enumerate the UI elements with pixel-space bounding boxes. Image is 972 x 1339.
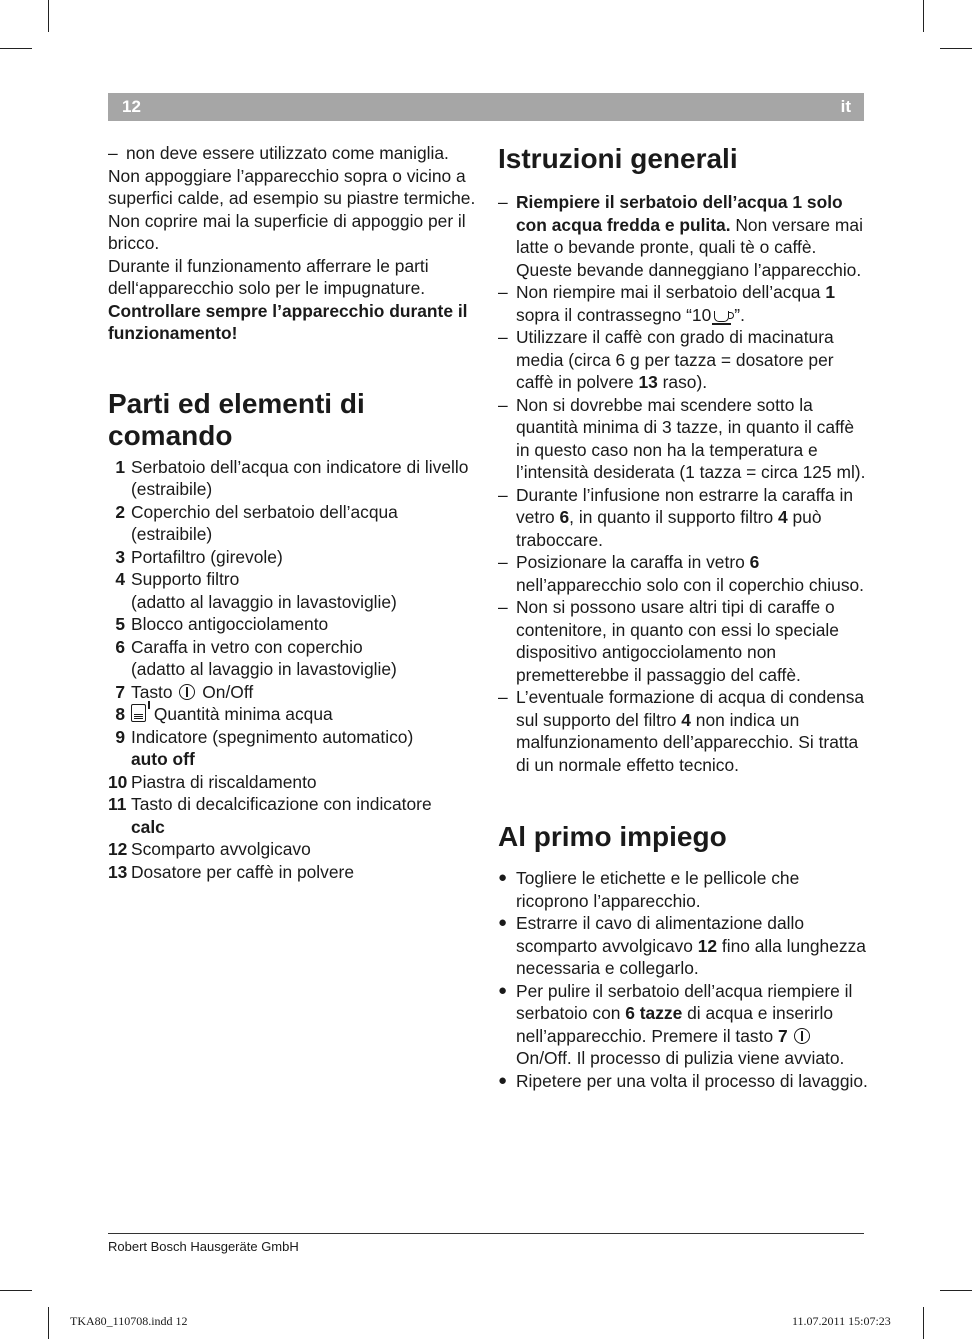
crop-mark <box>0 48 32 49</box>
power-icon <box>179 684 195 700</box>
list-item: – Non riempire mai il serbatoio dell’acqua 1 sopra il contrassegno “10 ”. <box>498 282 835 325</box>
crop-mark <box>0 1290 32 1291</box>
left-column <box>108 142 478 883</box>
list-item: 8 Quantità minima acqua <box>115 704 333 724</box>
list-item: 2 Coperchio del serbatoio dell’acqua (estraibile) <box>115 501 398 544</box>
list-item: ● Togliere le etichette e le pellicole che ricoprono l’apparecchio. <box>498 868 800 911</box>
bullet-icon: ● <box>498 1071 508 1089</box>
crop-mark <box>940 48 972 49</box>
list-item: 12 Scomparto avvolgicavo <box>108 839 311 859</box>
list-item: 4 Supporto filtro (adatto al lavaggio in lavastoviglie) <box>115 569 397 612</box>
list-item: 5 Blocco antigocciolamento <box>115 614 329 634</box>
list-item: ● Estrarre il cavo di alimentazione dallo scomparto avvolgicavo 12 fino alla lunghezza necessaria e collegarlo. <box>498 913 866 978</box>
footer-company: Robert Bosch Hausgeräte GmbH <box>108 1239 299 1254</box>
cup-icon <box>714 311 729 322</box>
section-heading-general: Istruzioni generali <box>498 143 738 174</box>
list-item: – Non si possono usare altri tipi di caraffe o contenitore, in quanto con essi lo speciale dispositivo antigocciolamento non premetterebbe il passaggio del caffè. <box>498 597 839 685</box>
intro-dash-text: non deve essere utilizzato come maniglia. <box>126 143 449 163</box>
list-item: – Posizionare la caraffa in vetro 6 nell’apparecchio solo con il coperchio chiuso. <box>498 552 865 595</box>
safety-paragraph: Durante il funzionamento afferrare le parti dell‘apparecchio solo per le impugnature. <box>108 255 429 298</box>
page-number: 12 <box>122 97 141 116</box>
section-heading-first-use: Al primo impiego <box>498 821 727 852</box>
water-level-icon <box>131 704 146 722</box>
list-item: 10 Piastra di riscaldamento <box>108 771 317 792</box>
list-item: – Non si dovrebbe mai scendere sotto la quantità minima di 3 tazze, in quanto il caffè in questo caso non ha la temperatura e l’intensità desiderata (1 tazza = circa 125 ml). <box>498 394 866 482</box>
crop-mark <box>48 1307 49 1339</box>
list-item: ● Per pulire il serbatoio dell’acqua riempiere il serbatoio con 6 tazze di acqua e inserirlo nell’apparecchio. Premere il tasto 7 On/Off. Il processo di pulizia viene avviato. <box>498 980 853 1068</box>
list-item: – Riempiere il serbatoio dell’acqua 1 solo con acqua fredda e pulita. Non versare mai latte o bevande pronte, quali tè o caffè. Queste bevande danneggiano l’apparecchio. <box>498 192 863 280</box>
power-icon <box>794 1028 810 1044</box>
crop-mark <box>923 1307 924 1339</box>
list-item: 9 Indicatore (spegnimento automatico) auto off <box>115 726 414 769</box>
intro-dash-line <box>108 142 478 165</box>
crop-mark <box>940 1290 972 1291</box>
bullet-icon: ● <box>498 914 508 931</box>
list-item: 3 Portafiltro (girevole) <box>115 546 283 567</box>
first-use-list <box>498 867 868 1092</box>
general-instructions-list <box>498 191 868 776</box>
safety-paragraph: Non appoggiare l’apparecchio sopra o vicino a superfici calde, ad esempio su piastre termiche. <box>108 165 476 208</box>
section-heading-parts: Parti ed elementi di comando <box>108 387 365 451</box>
bullet-icon: ● <box>498 981 508 999</box>
safety-paragraph: Non coprire mai la superficie di appoggio per il bricco. <box>108 210 466 253</box>
safety-warning: Controllare sempre l’apparecchio durante il funzionamento! <box>108 300 468 343</box>
right-column <box>498 142 868 1092</box>
list-item: – Utilizzare il caffè con grado di macinatura media (circa 6 g per tazza = dosatore per caffè in polvere 13 raso). <box>498 327 834 392</box>
list-item: 7 Tasto On/Off <box>115 681 254 702</box>
footer-divider <box>108 1233 864 1234</box>
list-item: 11 Tasto di decalcificazione con indicatore calc <box>108 794 432 837</box>
crop-mark <box>923 0 924 32</box>
list-item: ● Ripetere per una volta il processo di lavaggio. <box>498 1070 868 1091</box>
language-code: it <box>840 97 851 116</box>
dash-marker: – <box>108 143 118 163</box>
list-item: 6 Caraffa in vetro con coperchio (adatto al lavaggio in lavastoviglie) <box>115 636 397 679</box>
print-slug-file: TKA80_110708.indd 12 <box>70 1314 188 1328</box>
list-item: – L’eventuale formazione di acqua di condensa sul supporto del filtro 4 non indica un malfunzionamento dell’apparecchio. Si tratta di un normale effetto tecnico. <box>498 687 865 775</box>
list-item: 1 Serbatoio dell’acqua con indicatore di livello (estraibile) <box>115 456 469 499</box>
crop-mark <box>48 0 49 32</box>
bullet-icon: ● <box>498 869 508 886</box>
page-header-bar <box>108 93 864 121</box>
parts-list <box>108 456 478 884</box>
print-slug-timestamp: 11.07.2011 15:07:23 <box>792 1314 891 1328</box>
list-item: – Durante l’infusione non estrarre la caraffa in vetro 6, in quanto il supporto filtro 4 può traboccare. <box>498 484 854 550</box>
list-item: 13 Dosatore per caffè in polvere <box>108 861 354 882</box>
